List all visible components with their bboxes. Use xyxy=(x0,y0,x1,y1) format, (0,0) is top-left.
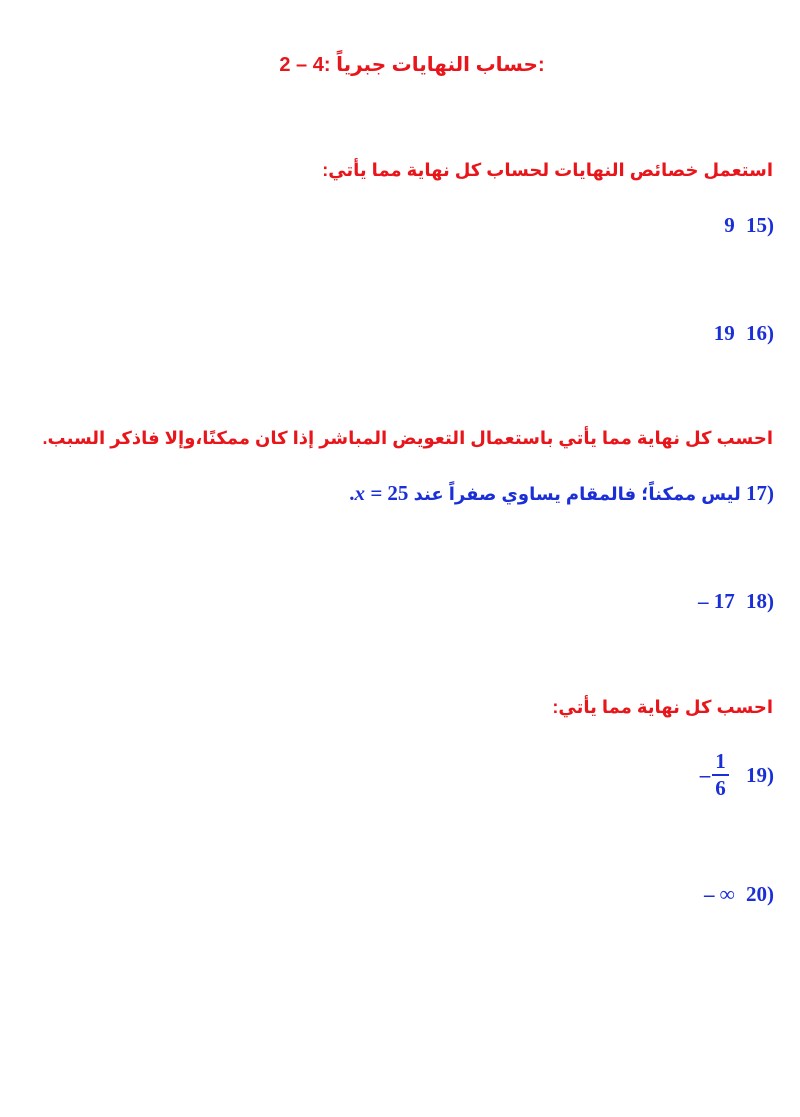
answer-15 xyxy=(724,213,774,238)
fraction xyxy=(712,750,729,800)
answer-label: 18) xyxy=(746,589,774,613)
answer-20 xyxy=(704,882,774,907)
fraction-denominator: 6 xyxy=(715,776,726,801)
answer-text: ليس ممكناً؛ فالمقام يساوي صفراً عند xyxy=(413,484,741,504)
fraction-numerator: 1 xyxy=(712,750,729,776)
answer-label: 19) xyxy=(746,762,774,787)
math-equation: x = xyxy=(354,481,383,505)
answer-value: 9 xyxy=(724,213,735,237)
answer-18 xyxy=(698,589,774,614)
answer-17 xyxy=(349,481,774,506)
answer-19 xyxy=(700,750,774,800)
answer-label: 16) xyxy=(746,321,774,345)
page-title: 2 – 4: حساب النهايات جبرياً: xyxy=(279,54,545,76)
answer-label: 20) xyxy=(746,882,774,906)
answer-value: 19 xyxy=(713,321,735,345)
answer-end-punct: . xyxy=(349,481,355,505)
answer-value: – ∞ xyxy=(704,882,735,906)
instruction-compute: احسب كل نهاية مما يأتي: xyxy=(552,697,773,717)
answer-label: 17) xyxy=(746,481,774,505)
math-number: 25 xyxy=(387,481,409,505)
instruction-properties: استعمل خصائص النهايات لحساب كل نهاية مما يأتي: xyxy=(322,160,773,180)
instruction-direct-substitution: احسب كل نهاية مما يأتي باستعمال التعويض المباشر إذا كان ممكنًا،وإلا فاذكر السبب. xyxy=(42,428,773,448)
fraction-sign: – xyxy=(699,762,711,787)
answer-16 xyxy=(714,321,774,346)
answer-label: 15) xyxy=(746,213,774,237)
answer-value: – 17 xyxy=(698,589,735,613)
